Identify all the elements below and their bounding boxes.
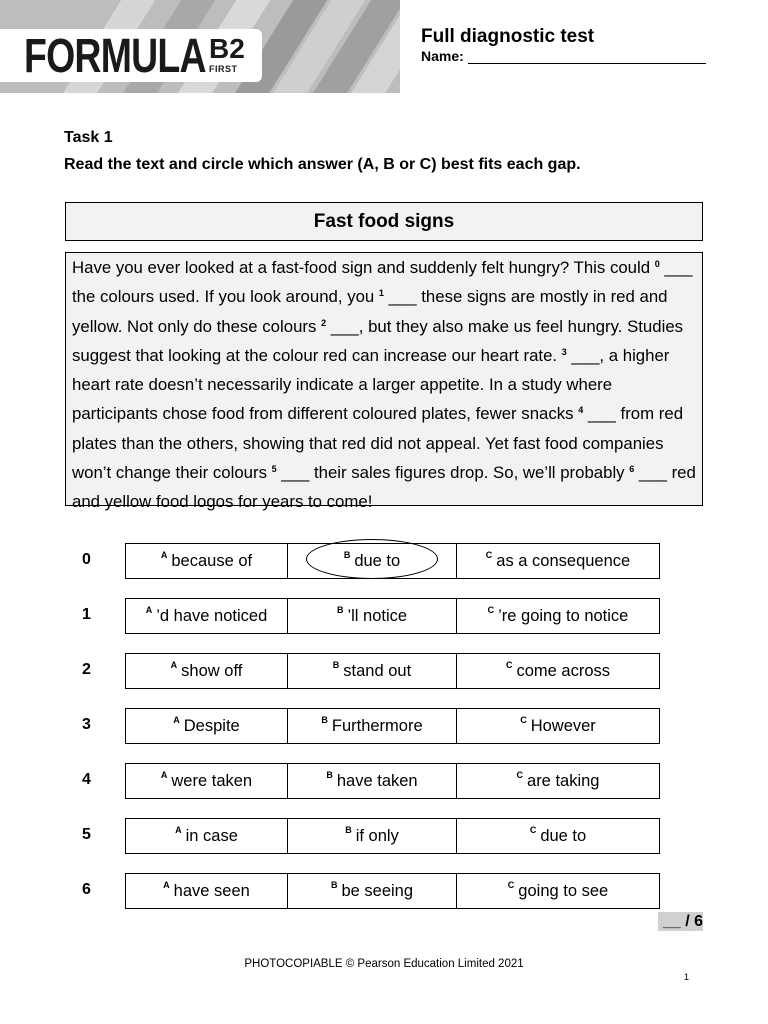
question-row (0, 763, 768, 799)
option-letter: C (520, 715, 527, 725)
option-letter: C (516, 770, 524, 780)
task-instruction: Read the text and circle which answer (A, B or C) best fits each gap. (64, 156, 581, 173)
option-text: ’ll notice (347, 606, 408, 625)
passage-segment: ___, but they also make us feel hungry. Studies suggest that looking at the colour red can increase our heart rate. (72, 316, 684, 365)
option-text: are taking (527, 771, 600, 790)
question-number: 4 (82, 771, 91, 788)
passage-segment: ___ the colours used. If you look around, you (72, 258, 693, 307)
passage-segment: ___, a higher heart rate doesn’t necessarily indicate a larger appetite. In a study where participants chose food from different coloured plates, fewer snacks (72, 345, 670, 424)
passage-title: Fast food signs (65, 202, 703, 241)
option-text: as a consequence (496, 551, 631, 570)
option-c[interactable] (457, 819, 659, 853)
option-text: were taken (171, 771, 253, 790)
option-text: going to see (518, 881, 609, 900)
option-letter: B (332, 660, 340, 670)
option-a[interactable] (126, 544, 288, 578)
gap-number: 0 (654, 259, 660, 269)
logo-exam: FIRST (209, 64, 238, 74)
option-text: if only (355, 826, 399, 845)
option-text: stand out (343, 661, 412, 680)
question-row (0, 873, 768, 909)
answer-options (125, 873, 660, 909)
question-row (0, 708, 768, 744)
option-letter: C (485, 550, 493, 560)
passage-segment: ___ from red plates than the others, showing that red did not appeal. Yet fast food companies won’t change their colours (72, 404, 684, 483)
question-number: 1 (82, 606, 91, 623)
option-letter: A (173, 715, 180, 725)
answer-options (125, 598, 660, 634)
option-b[interactable] (288, 544, 457, 578)
option-b[interactable] (288, 709, 457, 743)
option-c[interactable] (457, 709, 659, 743)
answer-options (125, 763, 660, 799)
page-number: 1 (684, 972, 690, 982)
option-a[interactable] (126, 599, 288, 633)
name-field[interactable] (421, 48, 706, 64)
option-b[interactable] (288, 874, 457, 908)
gap-number: 4 (578, 405, 584, 416)
option-letter: B (326, 770, 333, 780)
gap-number: 5 (271, 464, 277, 475)
option-text: be seeing (341, 881, 414, 900)
question-number: 3 (82, 716, 91, 733)
option-text: show off (181, 661, 243, 680)
option-text: come across (516, 661, 611, 680)
question-number: 0 (82, 551, 91, 568)
option-letter: A (145, 605, 153, 615)
option-letter: A (175, 825, 182, 835)
option-text: Despite (183, 716, 240, 735)
question-row (0, 818, 768, 854)
name-label: Name: (421, 48, 464, 64)
answer-options (125, 543, 660, 579)
option-text: have taken (336, 771, 418, 790)
answer-options (125, 818, 660, 854)
option-letter: C (507, 880, 515, 890)
option-letter: B (336, 605, 344, 615)
logo-level: B2 (209, 33, 245, 64)
question-number: 2 (82, 661, 91, 678)
option-c[interactable] (457, 544, 659, 578)
test-title: Full diagnostic test (421, 26, 595, 47)
option-letter: A (160, 550, 168, 560)
option-a[interactable] (126, 654, 288, 688)
example-answer-circle (306, 539, 438, 579)
option-text: However (530, 716, 596, 735)
copyright-footer: PHOTOCOPIABLE © Pearson Education Limited 2021 (244, 958, 524, 970)
gap-number: 6 (629, 464, 635, 475)
option-b[interactable] (288, 819, 457, 853)
option-text: ’d have noticed (156, 606, 268, 625)
passage-segment: ___ these signs are mostly in red and yellow. Not only do these colours (72, 287, 668, 336)
option-text: ’re going to notice (498, 606, 629, 625)
option-text: have seen (173, 881, 250, 900)
logo-wordmark: FORMULA (24, 30, 206, 83)
option-letter: B (345, 825, 352, 835)
option-c[interactable] (457, 654, 659, 688)
option-a[interactable] (126, 819, 288, 853)
option-text: Furthermore (331, 716, 423, 735)
option-letter: A (160, 770, 168, 780)
question-row (0, 653, 768, 689)
option-a[interactable] (126, 874, 288, 908)
option-text: because of (171, 551, 253, 570)
option-text: in case (185, 826, 238, 845)
option-letter: C (505, 660, 513, 670)
option-letter: B (330, 880, 338, 890)
option-letter: B (321, 715, 328, 725)
option-letter: B (343, 550, 351, 560)
option-a[interactable] (126, 764, 288, 798)
option-a[interactable] (126, 709, 288, 743)
option-letter: A (170, 660, 178, 670)
name-line[interactable] (468, 49, 706, 64)
answer-options (125, 653, 660, 689)
passage-segment: ___ red and yellow food logos for years to come! (72, 463, 696, 512)
option-letter: A (163, 880, 170, 890)
option-c[interactable] (457, 599, 659, 633)
passage-segment: Have you ever looked at a fast-food sign and suddenly felt hungry? This could (72, 258, 655, 277)
gap-number: 1 (378, 288, 384, 299)
option-b[interactable] (288, 764, 457, 798)
question-row (0, 598, 768, 634)
option-letter: C (487, 605, 495, 615)
option-c[interactable] (457, 874, 659, 908)
option-b[interactable] (288, 599, 457, 633)
gap-number: 2 (321, 317, 327, 328)
option-text: due to (354, 551, 401, 570)
option-text: due to (540, 826, 587, 845)
question-row (0, 543, 768, 579)
option-c[interactable] (457, 764, 659, 798)
task-title: Task 1 (64, 129, 113, 146)
question-number: 6 (82, 881, 91, 898)
gap-number: 3 (561, 346, 567, 357)
score-box: __ / 6 (658, 912, 703, 931)
passage-segment: ___ their sales figures drop. So, we’ll probably (276, 463, 630, 483)
option-letter: C (529, 825, 537, 835)
passage-text (65, 252, 703, 512)
question-number: 5 (82, 826, 91, 843)
option-b[interactable] (288, 654, 457, 688)
answer-options (125, 708, 660, 744)
